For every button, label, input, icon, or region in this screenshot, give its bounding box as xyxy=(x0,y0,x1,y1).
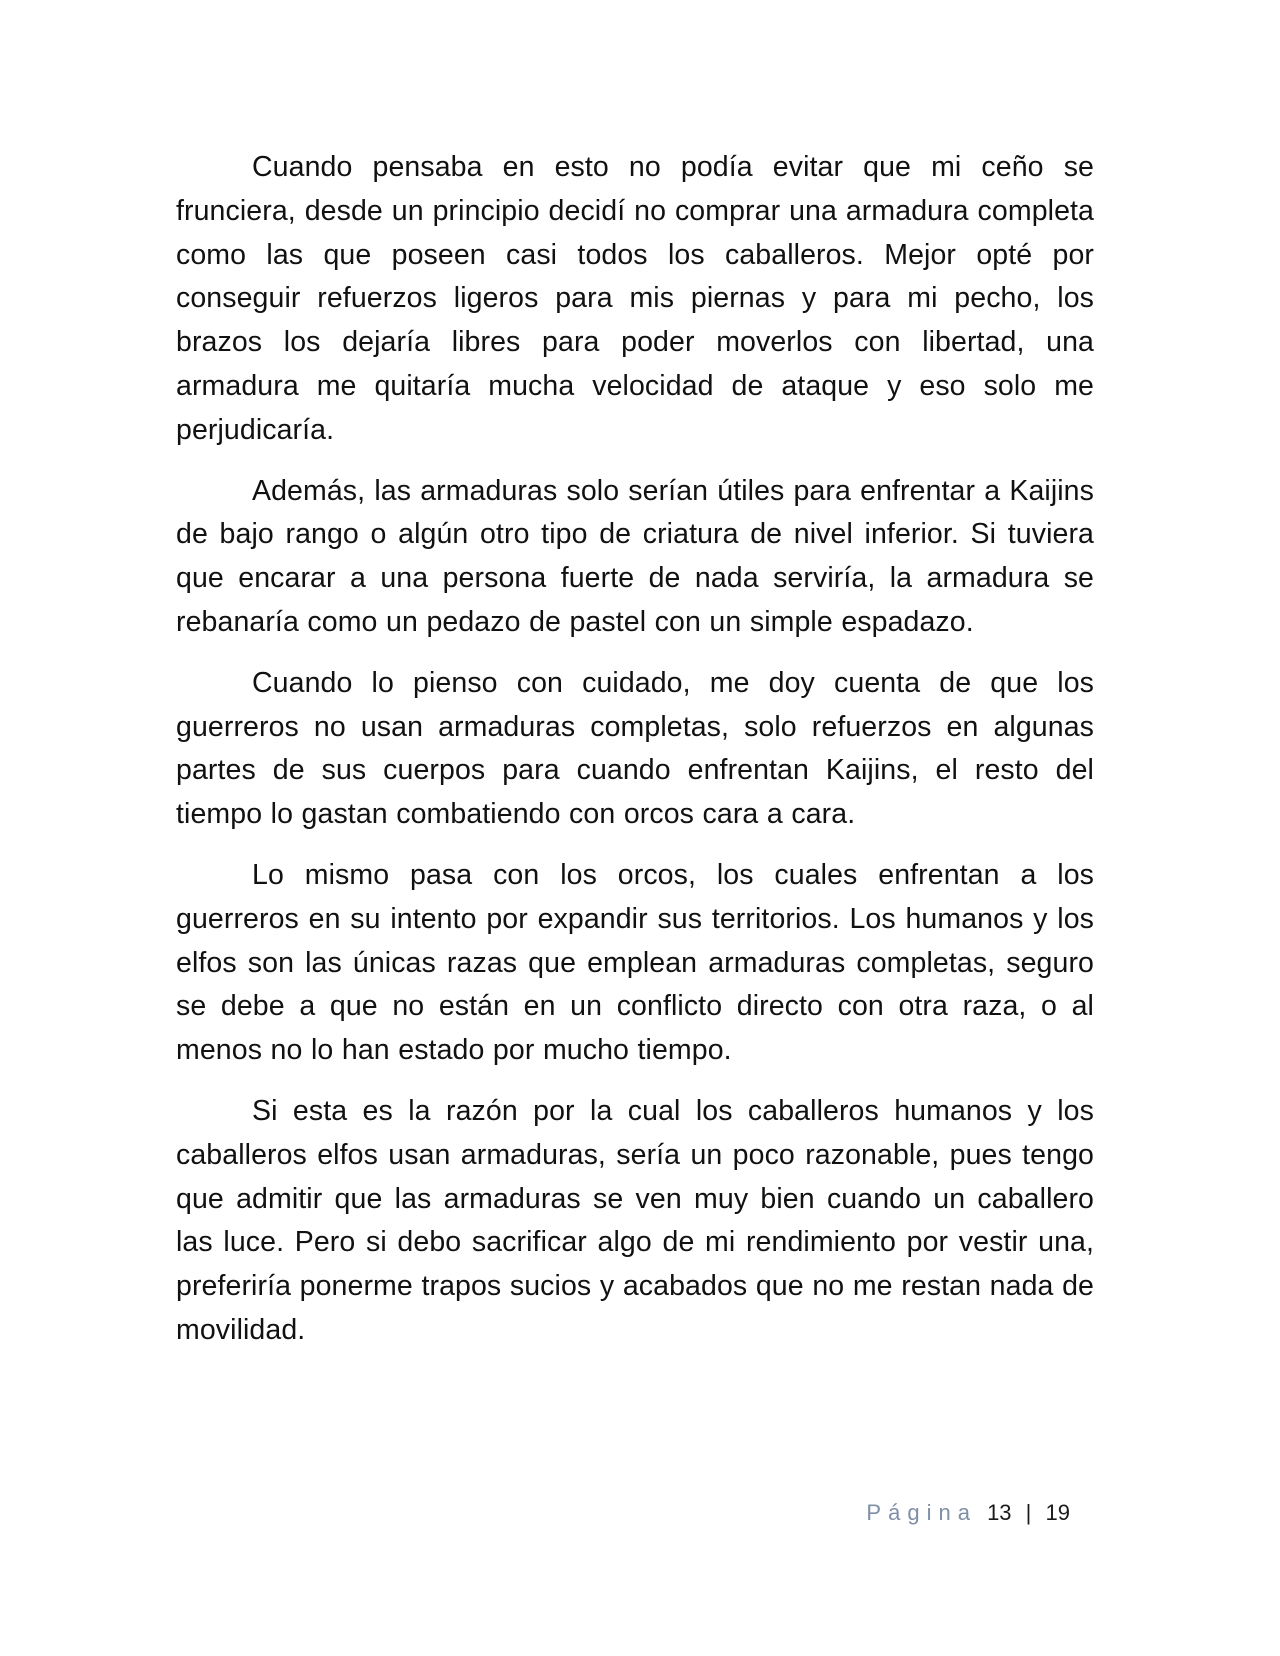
document-body xyxy=(176,146,1094,1370)
page-number-separator: | xyxy=(1025,1500,1032,1525)
paragraph-3: Cuando lo pienso con cuidado, me doy cuenta de que los guerreros no usan armaduras completas, solo refuerzos en algunas partes de sus cuerpos para cuando enfrentan Kaijins, el resto del tiempo lo gastan combatiendo con orcos cara a cara. xyxy=(176,666,1094,831)
current-page-number: 13 xyxy=(987,1500,1012,1525)
page-label: Página xyxy=(866,1500,977,1525)
paragraph-1: Cuando pensaba en esto no podía evitar que mi ceño se frunciera, desde un principio decidí no comprar una armadura completa como las que poseen casi todos los caballeros. Mejor opté por conseguir refuerzos ligeros para mis piernas y para mi pecho, los brazos los dejaría libres para poder moverlos con libertad, una armadura me quitaría mucha velocidad de ataque y eso solo me perjudicaría. xyxy=(176,151,1094,446)
paragraph-5: Si esta es la razón por la cual los caballeros humanos y los caballeros elfos usan armaduras, sería un poco razonable, pues tengo que admitir que las armaduras se ven muy bien cuando un caballero las luce. Pero si debo sacrificar algo de mi rendimiento por vestir una, preferiría ponerme trapos sucios y acabados que no me restan nada de movilidad. xyxy=(176,1094,1094,1346)
paragraph-4: Lo mismo pasa con los orcos, los cuales enfrentan a los guerreros en su intento por expandir sus territorios. Los humanos y los elfos son las únicas razas que emplean armaduras completas, seguro se debe a que no están en un conflicto directo con otra raza, o al menos no lo han estado por mucho tiempo. xyxy=(176,858,1094,1067)
total-pages-number: 19 xyxy=(1045,1500,1070,1525)
page-footer xyxy=(866,1498,1070,1528)
paragraph-2: Además, las armaduras solo serían útiles para enfrentar a Kaijins de bajo rango o algún otro tipo de criatura de nivel inferior. Si tuviera que encarar a una persona fuerte de nada serviría, la armadura se rebanaría como un pedazo de pastel con un simple espadazo. xyxy=(176,474,1094,638)
